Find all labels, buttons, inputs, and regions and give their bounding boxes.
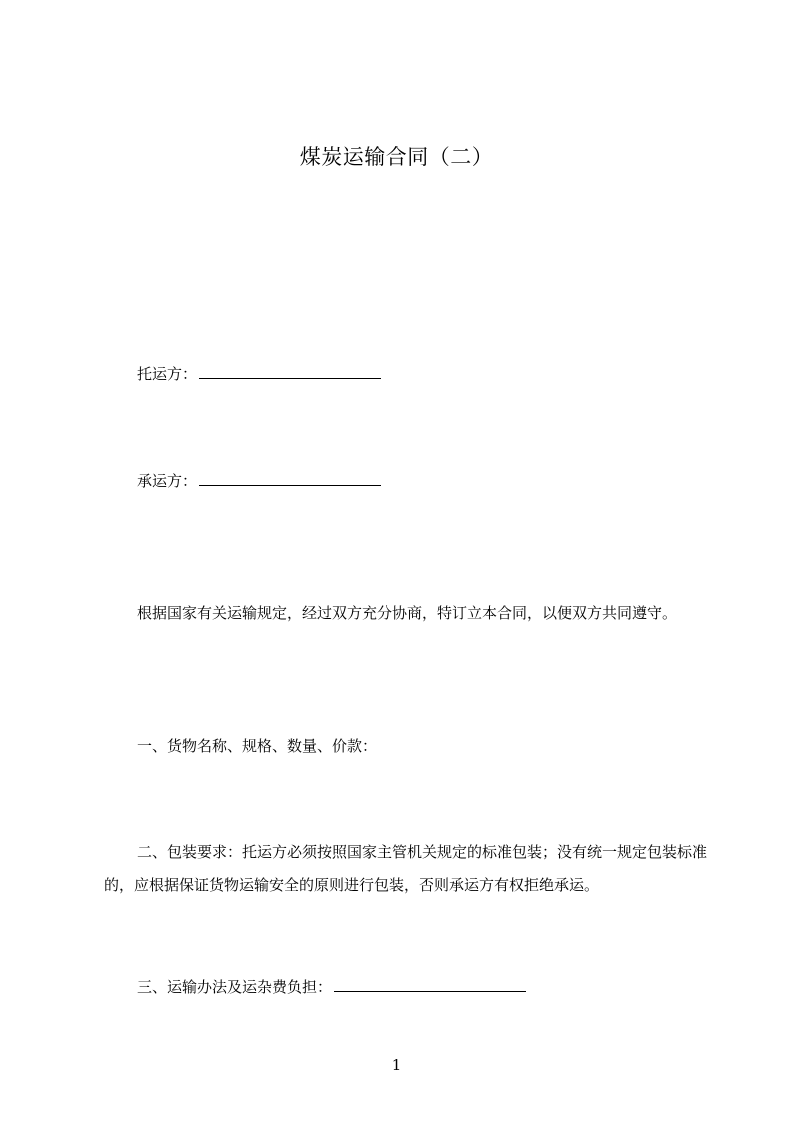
carrier-label: 承运方： <box>137 472 198 490</box>
carrier-blank <box>199 469 381 486</box>
preamble-paragraph: 根据国家有关运输规定，经过双方充分协商，特订立本合同，以便双方共同遵守。 <box>137 604 678 622</box>
section-2-paragraph: 二、包装要求：托运方必须按照国家主管机关规定的标准包装；没有统一规定包装标准的，应根据保证货物运输安全的原则进行包装，否则承运方有权拒绝承运。 <box>104 843 708 894</box>
section-3-label: 三、运输办法及运杂费负担： <box>137 978 333 996</box>
carrier-line <box>137 469 381 492</box>
shipper-blank <box>199 362 381 379</box>
page-number: 1 <box>391 1056 402 1074</box>
shipper-label: 托运方： <box>137 365 198 383</box>
document-title: 煤炭运输合同（二） <box>299 145 494 169</box>
section-3-blank <box>334 975 526 992</box>
section-3-line <box>137 975 526 998</box>
shipper-line <box>137 362 381 385</box>
section-1-heading: 一、货物名称、规格、数量、价款： <box>137 737 378 755</box>
